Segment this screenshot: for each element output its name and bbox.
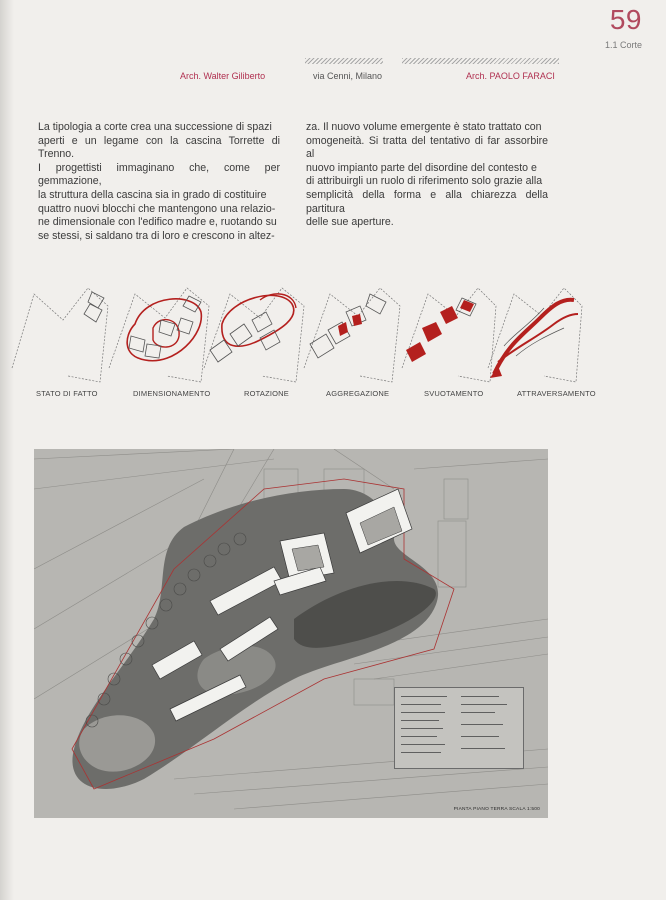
plan-legend <box>394 687 524 769</box>
legend-line <box>401 712 445 713</box>
credit-architect-1: Arch. Walter Giliberto <box>180 71 266 81</box>
legend-line <box>461 748 505 749</box>
legend-line <box>461 704 507 705</box>
diagram-attraversamento <box>484 284 584 384</box>
credit-location: via Cenni, Milano <box>313 71 383 81</box>
text-line: za. Il nuovo volume emergente è stato trattato con <box>306 121 542 133</box>
diagram-aggregazione <box>300 284 405 384</box>
plan-title: PIANTA PIANO TERRA SCALA 1:500 <box>453 807 540 812</box>
legend-line <box>401 728 443 729</box>
text-line: di attribuirgli un ruolo di riferimento solo grazie alla <box>306 175 543 188</box>
diagram-svuotamento <box>398 284 498 384</box>
legend-line <box>461 712 495 713</box>
page-number: 59 <box>609 4 642 35</box>
legend-line <box>401 752 441 753</box>
diagram-label: STATO DI FATTO <box>36 389 98 398</box>
diagram-stato-di-fatto <box>8 284 113 384</box>
text-line: quattro nuovi blocchi che mantengono una relazio- <box>38 202 276 215</box>
diagram-rotazione <box>200 284 310 384</box>
text-line: delle sue aperture. <box>306 216 394 229</box>
legend-line <box>401 736 437 737</box>
text-line: La tipologia a corte crea una successione di spazi <box>38 121 272 133</box>
body-column-left <box>38 121 280 243</box>
diagram-label: AGGREGAZIONE <box>326 389 390 398</box>
header-hatch-right <box>402 58 559 64</box>
legend-line <box>401 720 439 721</box>
legend-line <box>461 736 499 737</box>
legend-line <box>401 696 447 697</box>
diagram-label: SVUOTAMENTO <box>424 389 484 398</box>
credit-architect-2: Arch. PAOLO FARACI <box>466 71 555 81</box>
section-label: 1.1 Corte <box>604 40 642 50</box>
text-line: semplicità della forma e alla chiarezza della partitura <box>306 188 548 215</box>
text-line: I progettisti immaginano che, come per gemmazione, <box>38 161 280 188</box>
text-line: la struttura della cascina sia in grado di costituire <box>38 188 267 201</box>
text-line: se stessi, si saldano tra di loro e crescono in altez- <box>38 229 275 242</box>
text-line: aperti e un legame con la cascina Torrette di Trenno. <box>38 134 280 161</box>
diagram-label: DIMENSIONAMENTO <box>133 389 211 398</box>
legend-line <box>461 724 503 725</box>
diagram-label: ATTRAVERSAMENTO <box>517 389 596 398</box>
text-line: nuovo impianto parte del disordine del contesto e <box>306 161 537 174</box>
diagram-dimensionamento <box>105 284 215 384</box>
legend-line <box>401 704 441 705</box>
legend-line <box>461 696 499 697</box>
site-plan-drawing <box>34 449 548 818</box>
text-line: omogeneità. Si tratta del tentativo di far assorbire al <box>306 134 548 161</box>
page-gutter-shadow <box>0 0 14 900</box>
header-hatch-left <box>305 58 383 64</box>
diagram-label: ROTAZIONE <box>244 389 289 398</box>
body-column-right <box>306 121 548 230</box>
text-line: ne dimensionale con l'edifico madre e, ruotando su <box>38 216 277 229</box>
legend-line <box>401 744 445 745</box>
